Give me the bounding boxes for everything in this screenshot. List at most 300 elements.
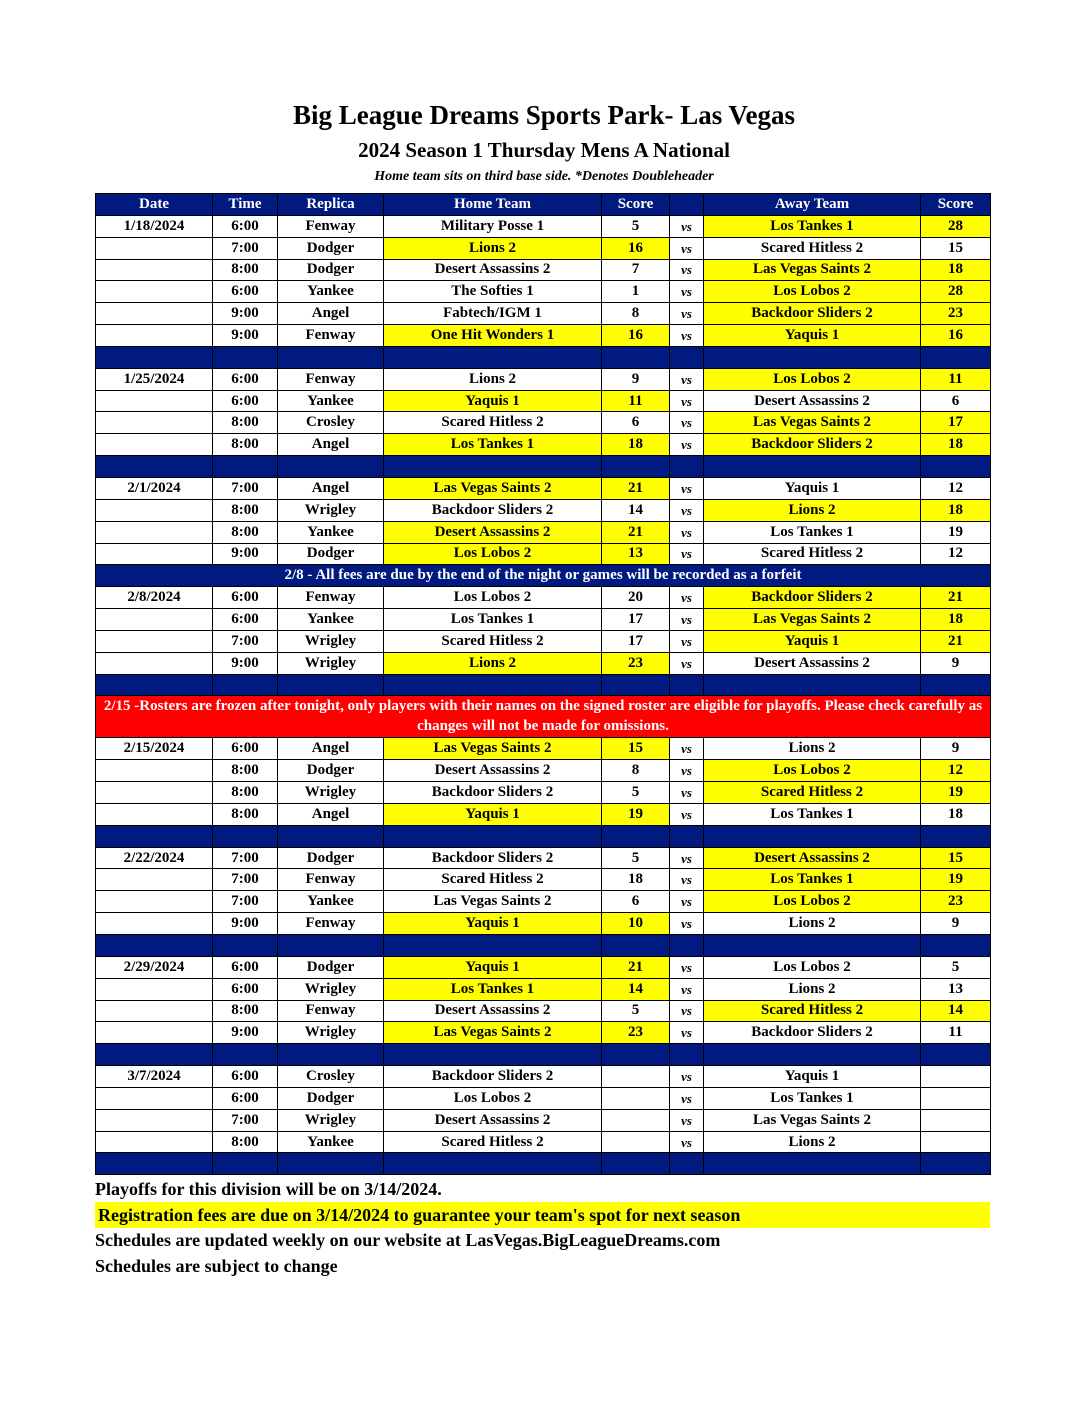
spacer-cell bbox=[704, 935, 921, 957]
spacer-cell bbox=[384, 456, 602, 478]
game-date bbox=[96, 891, 213, 913]
home-team: Backdoor Sliders 2 bbox=[384, 499, 602, 521]
game-time: 6:00 bbox=[213, 978, 278, 1000]
spacer-cell bbox=[602, 674, 670, 696]
home-score: 7 bbox=[602, 259, 670, 281]
vs-label: vs bbox=[670, 325, 704, 347]
away-score: 16 bbox=[921, 325, 991, 347]
spacer-cell bbox=[602, 456, 670, 478]
home-team: Yaquis 1 bbox=[384, 803, 602, 825]
home-score: 5 bbox=[602, 215, 670, 237]
game-time: 8:00 bbox=[213, 434, 278, 456]
home-score: 18 bbox=[602, 434, 670, 456]
game-field: Dodger bbox=[278, 237, 384, 259]
vs-label: vs bbox=[670, 434, 704, 456]
away-score: 18 bbox=[921, 259, 991, 281]
game-date bbox=[96, 237, 213, 259]
spacer-cell bbox=[213, 674, 278, 696]
spacer-row bbox=[96, 1044, 991, 1066]
game-time: 8:00 bbox=[213, 782, 278, 804]
away-team: Backdoor Sliders 2 bbox=[704, 434, 921, 456]
table-row bbox=[96, 587, 991, 609]
spacer-cell bbox=[602, 825, 670, 847]
home-team: Yaquis 1 bbox=[384, 956, 602, 978]
vs-label: vs bbox=[670, 237, 704, 259]
table-row bbox=[96, 281, 991, 303]
table-row bbox=[96, 1000, 991, 1022]
spacer-cell bbox=[96, 1044, 213, 1066]
away-team: Yaquis 1 bbox=[704, 325, 921, 347]
away-team: Lions 2 bbox=[704, 499, 921, 521]
away-score: 15 bbox=[921, 237, 991, 259]
game-date bbox=[96, 869, 213, 891]
home-team: Scared Hitless 2 bbox=[384, 412, 602, 434]
spacer-cell bbox=[278, 935, 384, 957]
game-time: 7:00 bbox=[213, 630, 278, 652]
home-team: Los Tankes 1 bbox=[384, 978, 602, 1000]
home-team: Los Lobos 2 bbox=[384, 1087, 602, 1109]
game-time: 8:00 bbox=[213, 803, 278, 825]
vs-label: vs bbox=[670, 869, 704, 891]
table-row bbox=[96, 891, 991, 913]
home-team: Fabtech/IGM 1 bbox=[384, 303, 602, 325]
vs-label: vs bbox=[670, 1022, 704, 1044]
away-score: 18 bbox=[921, 803, 991, 825]
home-score: 16 bbox=[602, 237, 670, 259]
game-field: Wrigley bbox=[278, 782, 384, 804]
spacer-cell bbox=[921, 674, 991, 696]
spacer-cell bbox=[670, 1044, 704, 1066]
vs-label: vs bbox=[670, 630, 704, 652]
home-score: 19 bbox=[602, 803, 670, 825]
game-field: Angel bbox=[278, 738, 384, 760]
home-score: 6 bbox=[602, 891, 670, 913]
home-score: 5 bbox=[602, 782, 670, 804]
game-date: 1/25/2024 bbox=[96, 368, 213, 390]
table-row bbox=[96, 609, 991, 631]
game-time: 8:00 bbox=[213, 1000, 278, 1022]
home-score: 20 bbox=[602, 587, 670, 609]
away-team: Lions 2 bbox=[704, 1131, 921, 1153]
home-team: Lions 2 bbox=[384, 652, 602, 674]
game-field: Crosley bbox=[278, 412, 384, 434]
away-team: Las Vegas Saints 2 bbox=[704, 1109, 921, 1131]
page-subtitle: 2024 Season 1 Thursday Mens A National bbox=[358, 138, 730, 162]
home-score: 17 bbox=[602, 609, 670, 631]
game-field: Fenway bbox=[278, 1000, 384, 1022]
game-field: Dodger bbox=[278, 760, 384, 782]
game-date bbox=[96, 609, 213, 631]
fee-notice: 2/8 - All fees are due by the end of the night or games will be recorded as a forfeit bbox=[96, 565, 991, 587]
home-score: 5 bbox=[602, 847, 670, 869]
spacer-cell bbox=[704, 456, 921, 478]
vs-label: vs bbox=[670, 412, 704, 434]
header-time: Time bbox=[213, 194, 278, 216]
away-score: 19 bbox=[921, 782, 991, 804]
spacer-cell bbox=[96, 456, 213, 478]
home-score: 23 bbox=[602, 652, 670, 674]
home-team: Lions 2 bbox=[384, 237, 602, 259]
game-time: 6:00 bbox=[213, 956, 278, 978]
game-time: 6:00 bbox=[213, 1066, 278, 1088]
away-team: Lions 2 bbox=[704, 738, 921, 760]
vs-label: vs bbox=[670, 803, 704, 825]
away-team: Desert Assassins 2 bbox=[704, 847, 921, 869]
game-date bbox=[96, 630, 213, 652]
game-field: Yankee bbox=[278, 609, 384, 631]
home-team: Las Vegas Saints 2 bbox=[384, 1022, 602, 1044]
game-field: Angel bbox=[278, 477, 384, 499]
home-score: 16 bbox=[602, 325, 670, 347]
game-date bbox=[96, 1000, 213, 1022]
away-score: 12 bbox=[921, 543, 991, 565]
spacer-cell bbox=[384, 935, 602, 957]
playoffs-note: Playoffs for this division will be on 3/14/2024. bbox=[95, 1179, 442, 1199]
home-score: 6 bbox=[602, 412, 670, 434]
away-team: Scared Hitless 2 bbox=[704, 782, 921, 804]
game-date bbox=[96, 499, 213, 521]
table-row bbox=[96, 434, 991, 456]
table-row bbox=[96, 847, 991, 869]
vs-label: vs bbox=[670, 1131, 704, 1153]
game-date bbox=[96, 1087, 213, 1109]
game-field: Dodger bbox=[278, 259, 384, 281]
game-date bbox=[96, 803, 213, 825]
vs-label: vs bbox=[670, 368, 704, 390]
spacer-cell bbox=[602, 1153, 670, 1175]
table-row bbox=[96, 1066, 991, 1088]
spacer-row bbox=[96, 935, 991, 957]
vs-label: vs bbox=[670, 499, 704, 521]
game-field: Fenway bbox=[278, 913, 384, 935]
header-home-score: Score bbox=[602, 194, 670, 216]
spacer-cell bbox=[278, 456, 384, 478]
away-score: 21 bbox=[921, 587, 991, 609]
spacer-cell bbox=[704, 674, 921, 696]
away-score bbox=[921, 1066, 991, 1088]
table-row bbox=[96, 259, 991, 281]
game-date bbox=[96, 434, 213, 456]
home-team: Las Vegas Saints 2 bbox=[384, 477, 602, 499]
game-date bbox=[96, 303, 213, 325]
game-field: Angel bbox=[278, 434, 384, 456]
vs-label: vs bbox=[670, 587, 704, 609]
spacer-cell bbox=[670, 1153, 704, 1175]
table-row bbox=[96, 956, 991, 978]
game-field: Yankee bbox=[278, 281, 384, 303]
table-row bbox=[96, 978, 991, 1000]
game-time: 6:00 bbox=[213, 738, 278, 760]
game-date: 2/22/2024 bbox=[96, 847, 213, 869]
away-score: 11 bbox=[921, 368, 991, 390]
spacer-cell bbox=[96, 346, 213, 368]
home-score: 8 bbox=[602, 760, 670, 782]
game-field: Angel bbox=[278, 303, 384, 325]
game-field: Crosley bbox=[278, 1066, 384, 1088]
home-score: 21 bbox=[602, 521, 670, 543]
home-team: Desert Assassins 2 bbox=[384, 760, 602, 782]
spacer-row bbox=[96, 825, 991, 847]
home-score: 1 bbox=[602, 281, 670, 303]
away-score: 18 bbox=[921, 434, 991, 456]
away-team: Los Lobos 2 bbox=[704, 891, 921, 913]
spacer-row bbox=[96, 346, 991, 368]
spacer-cell bbox=[213, 456, 278, 478]
spacer-cell bbox=[384, 674, 602, 696]
roster-alert: 2/15 -Rosters are frozen after tonight, only players with their names on the signed roster are eligible for playoffs. Please check carefully as changes will not be made for omissions. bbox=[96, 696, 991, 738]
away-team: Las Vegas Saints 2 bbox=[704, 259, 921, 281]
spacer-cell bbox=[96, 1153, 213, 1175]
home-team: Los Tankes 1 bbox=[384, 609, 602, 631]
away-team: Los Tankes 1 bbox=[704, 803, 921, 825]
home-team: Military Posse 1 bbox=[384, 215, 602, 237]
away-score: 17 bbox=[921, 412, 991, 434]
schedule-note: Home team sits on third base side. *Denotes Doubleheader bbox=[374, 169, 714, 184]
game-date bbox=[96, 782, 213, 804]
spacer-cell bbox=[670, 456, 704, 478]
table-row bbox=[96, 1022, 991, 1044]
fee-notice-row bbox=[96, 565, 991, 587]
home-team: One Hit Wonders 1 bbox=[384, 325, 602, 347]
spacer-cell bbox=[213, 825, 278, 847]
table-row bbox=[96, 630, 991, 652]
spacer-cell bbox=[213, 1044, 278, 1066]
away-team: Los Lobos 2 bbox=[704, 281, 921, 303]
game-field: Angel bbox=[278, 803, 384, 825]
away-team: Desert Assassins 2 bbox=[704, 652, 921, 674]
spacer-cell bbox=[704, 1044, 921, 1066]
away-team: Backdoor Sliders 2 bbox=[704, 303, 921, 325]
game-field: Yankee bbox=[278, 521, 384, 543]
game-time: 7:00 bbox=[213, 477, 278, 499]
spacer-cell bbox=[384, 1153, 602, 1175]
page-title: Big League Dreams Sports Park- Las Vegas bbox=[292, 100, 796, 130]
spacer-cell bbox=[213, 346, 278, 368]
home-score: 17 bbox=[602, 630, 670, 652]
game-field: Yankee bbox=[278, 891, 384, 913]
table-row bbox=[96, 782, 991, 804]
table-row bbox=[96, 521, 991, 543]
home-team: Los Lobos 2 bbox=[384, 543, 602, 565]
table-row bbox=[96, 412, 991, 434]
table-row bbox=[96, 215, 991, 237]
spacer-cell bbox=[602, 935, 670, 957]
away-team: Yaquis 1 bbox=[704, 477, 921, 499]
game-date: 2/8/2024 bbox=[96, 587, 213, 609]
vs-label: vs bbox=[670, 543, 704, 565]
home-score: 23 bbox=[602, 1022, 670, 1044]
away-score: 12 bbox=[921, 477, 991, 499]
game-time: 6:00 bbox=[213, 1087, 278, 1109]
home-score bbox=[602, 1066, 670, 1088]
vs-label: vs bbox=[670, 1109, 704, 1131]
spacer-cell bbox=[278, 674, 384, 696]
home-score: 14 bbox=[602, 499, 670, 521]
spacer-cell bbox=[602, 346, 670, 368]
away-score: 14 bbox=[921, 1000, 991, 1022]
away-team: Backdoor Sliders 2 bbox=[704, 587, 921, 609]
spacer-cell bbox=[921, 1044, 991, 1066]
home-team: Desert Assassins 2 bbox=[384, 1109, 602, 1131]
away-score: 9 bbox=[921, 913, 991, 935]
spacer-cell bbox=[670, 935, 704, 957]
home-score: 8 bbox=[602, 303, 670, 325]
table-row bbox=[96, 869, 991, 891]
game-date bbox=[96, 521, 213, 543]
game-time: 6:00 bbox=[213, 390, 278, 412]
table-row bbox=[96, 1131, 991, 1153]
table-row bbox=[96, 499, 991, 521]
home-score: 21 bbox=[602, 956, 670, 978]
subject-note: Schedules are subject to change bbox=[95, 1256, 338, 1276]
spacer-cell bbox=[213, 935, 278, 957]
game-field: Wrigley bbox=[278, 1022, 384, 1044]
away-score: 15 bbox=[921, 847, 991, 869]
away-score: 18 bbox=[921, 609, 991, 631]
away-team: Scared Hitless 2 bbox=[704, 543, 921, 565]
table-header-row bbox=[96, 194, 991, 216]
spacer-row bbox=[96, 456, 991, 478]
table-row bbox=[96, 543, 991, 565]
game-date bbox=[96, 1022, 213, 1044]
vs-label: vs bbox=[670, 477, 704, 499]
spacer-cell bbox=[278, 825, 384, 847]
game-time: 8:00 bbox=[213, 412, 278, 434]
game-date bbox=[96, 325, 213, 347]
spacer-cell bbox=[670, 825, 704, 847]
header-home-team: Home Team bbox=[384, 194, 602, 216]
game-time: 9:00 bbox=[213, 543, 278, 565]
game-date bbox=[96, 652, 213, 674]
game-field: Fenway bbox=[278, 368, 384, 390]
game-time: 7:00 bbox=[213, 891, 278, 913]
table-row bbox=[96, 237, 991, 259]
away-score bbox=[921, 1109, 991, 1131]
spacer-cell bbox=[921, 346, 991, 368]
game-date: 2/15/2024 bbox=[96, 738, 213, 760]
table-row bbox=[96, 390, 991, 412]
away-team: Los Tankes 1 bbox=[704, 1087, 921, 1109]
home-team: Scared Hitless 2 bbox=[384, 869, 602, 891]
game-date bbox=[96, 543, 213, 565]
home-score: 14 bbox=[602, 978, 670, 1000]
game-time: 7:00 bbox=[213, 869, 278, 891]
spacer-row bbox=[96, 674, 991, 696]
game-date bbox=[96, 760, 213, 782]
game-time: 7:00 bbox=[213, 1109, 278, 1131]
spacer-row bbox=[96, 1153, 991, 1175]
game-time: 9:00 bbox=[213, 303, 278, 325]
spacer-cell bbox=[921, 1153, 991, 1175]
away-team: Los Tankes 1 bbox=[704, 869, 921, 891]
roster-alert-row bbox=[96, 696, 991, 738]
away-team: Los Lobos 2 bbox=[704, 760, 921, 782]
vs-label: vs bbox=[670, 215, 704, 237]
away-score bbox=[921, 1087, 991, 1109]
vs-label: vs bbox=[670, 259, 704, 281]
home-team: Los Tankes 1 bbox=[384, 434, 602, 456]
schedule-table bbox=[95, 193, 991, 1175]
game-date bbox=[96, 259, 213, 281]
away-score: 12 bbox=[921, 760, 991, 782]
home-score bbox=[602, 1109, 670, 1131]
away-score: 23 bbox=[921, 303, 991, 325]
vs-label: vs bbox=[670, 760, 704, 782]
website-note: Schedules are updated weekly on our website at LasVegas.BigLeagueDreams.com bbox=[95, 1230, 721, 1250]
game-date bbox=[96, 390, 213, 412]
vs-label: vs bbox=[670, 978, 704, 1000]
away-team: Los Lobos 2 bbox=[704, 368, 921, 390]
away-team: Los Tankes 1 bbox=[704, 521, 921, 543]
spacer-cell bbox=[384, 1044, 602, 1066]
game-field: Fenway bbox=[278, 587, 384, 609]
vs-label: vs bbox=[670, 1000, 704, 1022]
spacer-cell bbox=[278, 346, 384, 368]
game-time: 9:00 bbox=[213, 652, 278, 674]
home-score: 21 bbox=[602, 477, 670, 499]
game-time: 7:00 bbox=[213, 847, 278, 869]
spacer-cell bbox=[96, 674, 213, 696]
spacer-cell bbox=[704, 825, 921, 847]
away-team: Los Lobos 2 bbox=[704, 956, 921, 978]
home-team: The Softies 1 bbox=[384, 281, 602, 303]
table-row bbox=[96, 303, 991, 325]
vs-label: vs bbox=[670, 1087, 704, 1109]
game-field: Wrigley bbox=[278, 652, 384, 674]
home-team: Scared Hitless 2 bbox=[384, 1131, 602, 1153]
header-vs bbox=[670, 194, 704, 216]
home-score: 13 bbox=[602, 543, 670, 565]
away-score: 11 bbox=[921, 1022, 991, 1044]
home-score: 9 bbox=[602, 368, 670, 390]
away-score: 23 bbox=[921, 891, 991, 913]
table-row bbox=[96, 477, 991, 499]
home-team: Desert Assassins 2 bbox=[384, 1000, 602, 1022]
vs-label: vs bbox=[670, 390, 704, 412]
vs-label: vs bbox=[670, 847, 704, 869]
schedule-body bbox=[96, 215, 991, 1174]
spacer-cell bbox=[670, 674, 704, 696]
vs-label: vs bbox=[670, 891, 704, 913]
home-team: Backdoor Sliders 2 bbox=[384, 782, 602, 804]
game-time: 8:00 bbox=[213, 499, 278, 521]
vs-label: vs bbox=[670, 652, 704, 674]
game-field: Wrigley bbox=[278, 1109, 384, 1131]
table-row bbox=[96, 913, 991, 935]
away-team: Desert Assassins 2 bbox=[704, 390, 921, 412]
game-date bbox=[96, 978, 213, 1000]
away-team: Scared Hitless 2 bbox=[704, 1000, 921, 1022]
game-field: Dodger bbox=[278, 956, 384, 978]
game-date bbox=[96, 1109, 213, 1131]
away-score: 6 bbox=[921, 390, 991, 412]
table-row bbox=[96, 760, 991, 782]
table-row bbox=[96, 803, 991, 825]
game-field: Yankee bbox=[278, 1131, 384, 1153]
spacer-cell bbox=[670, 346, 704, 368]
away-team: Las Vegas Saints 2 bbox=[704, 412, 921, 434]
game-field: Wrigley bbox=[278, 978, 384, 1000]
game-date bbox=[96, 1131, 213, 1153]
away-team: Backdoor Sliders 2 bbox=[704, 1022, 921, 1044]
away-team: Lions 2 bbox=[704, 913, 921, 935]
registration-note: Registration fees are due on 3/14/2024 to guarantee your team's spot for next season bbox=[95, 1202, 990, 1228]
game-time: 8:00 bbox=[213, 259, 278, 281]
game-field: Dodger bbox=[278, 1087, 384, 1109]
header-replica: Replica bbox=[278, 194, 384, 216]
game-field: Wrigley bbox=[278, 499, 384, 521]
game-field: Dodger bbox=[278, 543, 384, 565]
